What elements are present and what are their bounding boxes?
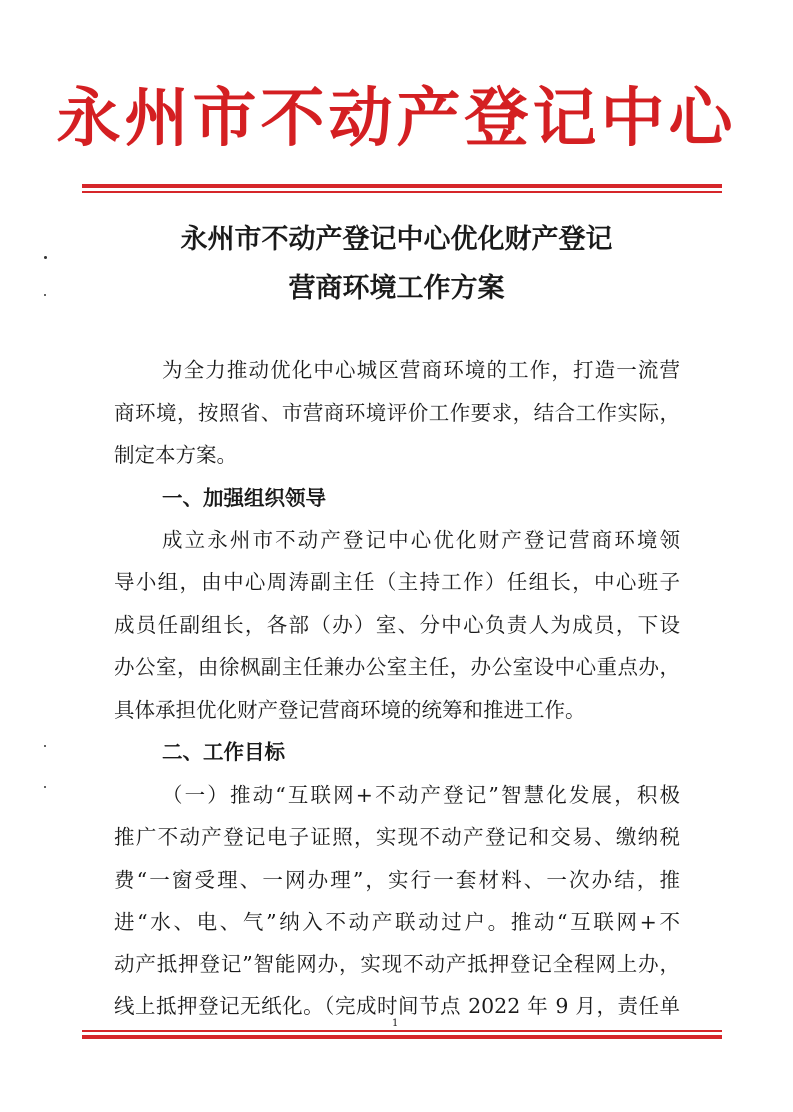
- section-2-line-4: 进“水、电、气”纳入不动产联动过户。推动“互联网+不: [114, 910, 680, 934]
- footer-rule-thick: [82, 1035, 722, 1039]
- section-2-line-5: 动产抵押登记”智能网办，实现不动产抵押登记全程网上办，: [114, 952, 680, 976]
- binding-hole-mark-3: [44, 745, 46, 747]
- intro-line-1: 为全力推动优化中心城区营商环境的工作，打造一流营: [162, 358, 680, 382]
- section-2-line-1: （一）推动“互联网+不动产登记”智慧化发展，积极: [162, 783, 680, 807]
- document-title-line-1: 永州市不动产登记中心优化财产登记: [180, 224, 613, 255]
- section-2-heading: 二、工作目标: [162, 740, 285, 764]
- section-1-heading: 一、加强组织领导: [162, 486, 326, 510]
- document-title-line-2: 营商环境工作方案: [288, 273, 505, 304]
- intro-line-3: 制定本方案。: [114, 443, 237, 467]
- section-1-line-3: 成员任副组长，各部（办）室、分中心负责人为成员，下设: [114, 613, 680, 637]
- section-2-line-3: 费“一窗受理、一网办理”，实行一套材料、一次办结，推: [114, 868, 680, 892]
- letterhead-rule-thin: [82, 191, 722, 193]
- footer-rule-thin: [82, 1030, 722, 1032]
- page-number: 1: [392, 1018, 399, 1029]
- section-1-line-4: 办公室，由徐枫副主任兼办公室主任，办公室设中心重点办，: [114, 655, 680, 679]
- section-1-line-2: 导小组，由中心周涛副主任（主持工作）任组长，中心班子: [114, 570, 680, 594]
- intro-line-2: 商环境，按照省、市营商环境评价工作要求，结合工作实际，: [114, 401, 680, 425]
- section-1-line-5: 具体承担优化财产登记营商环境的统筹和推进工作。: [114, 698, 586, 722]
- binding-hole-mark-2: [44, 294, 46, 296]
- section-1-line-1: 成立永州市不动产登记中心优化财产登记营商环境领: [162, 528, 680, 552]
- section-2-line-2: 推广不动产登记电子证照，实现不动产登记和交易、缴纳税: [114, 825, 680, 849]
- letterhead-rule-thick: [82, 184, 722, 188]
- section-2-line-6: 线上抵押登记无纸化。（完成时间节点 2022 年 9 月，责任单: [114, 994, 680, 1018]
- binding-hole-mark-1: [44, 256, 47, 259]
- binding-hole-mark-4: [44, 786, 46, 788]
- letterhead-org-name: 永州市不动产登记中心: [56, 81, 737, 156]
